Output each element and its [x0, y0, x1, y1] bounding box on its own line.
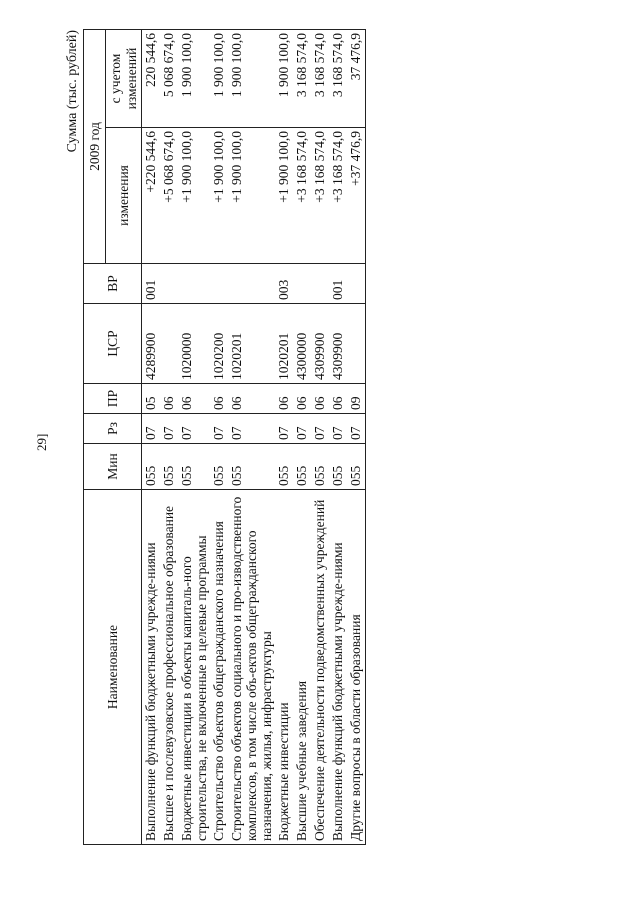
table-row — [160, 30, 178, 845]
cell-pr: 06 — [311, 384, 329, 414]
cell-min: 055 — [178, 444, 210, 490]
header-min: Мин — [84, 444, 142, 490]
cell-rz: 07 — [311, 414, 329, 444]
cell-vr — [293, 264, 311, 304]
table-row — [178, 30, 210, 845]
cell-change: +220 544,6 — [142, 128, 161, 264]
cell-total: 1 900 100,0 — [178, 30, 210, 128]
cell-min: 055 — [275, 444, 293, 490]
cell-csr: 4289900 — [142, 304, 161, 384]
cell-total: 1 900 100,0 — [210, 30, 228, 128]
cell-pr: 06 — [329, 384, 347, 414]
cell-min: 055 — [293, 444, 311, 490]
cell-rz: 07 — [329, 414, 347, 444]
cell-vr: 001 — [329, 264, 347, 304]
cell-name: Выполнение функций бюджетными учрежде-ниями — [329, 490, 347, 845]
cell-rz: 07 — [178, 414, 210, 444]
cell-min: 055 — [160, 444, 178, 490]
cell-change: +3 168 574,0 — [293, 128, 311, 264]
cell-min: 055 — [210, 444, 228, 490]
cell-change: +1 900 100,0 — [210, 128, 228, 264]
table-row — [311, 30, 329, 845]
header-csr: ЦСР — [84, 304, 142, 384]
cell-pr: 06 — [275, 384, 293, 414]
cell-rz: 07 — [210, 414, 228, 444]
cell-vr — [160, 264, 178, 304]
cell-csr: 4309900 — [329, 304, 347, 384]
page-number: 29] — [34, 433, 49, 451]
cell-min: 055 — [228, 444, 275, 490]
cell-rz: 07 — [347, 414, 366, 444]
cell-csr — [160, 304, 178, 384]
cell-min: 055 — [329, 444, 347, 490]
cell-csr: 1020200 — [210, 304, 228, 384]
table-row — [329, 30, 347, 845]
cell-change: +1 900 100,0 — [275, 128, 293, 264]
cell-vr — [347, 264, 366, 304]
table-row — [293, 30, 311, 845]
cell-total: 3 168 574,0 — [329, 30, 347, 128]
table-row — [228, 30, 275, 845]
cell-total: 1 900 100,0 — [228, 30, 275, 128]
table-caption: Сумма (тыс. рублей) — [65, 30, 80, 153]
cell-rz: 07 — [142, 414, 161, 444]
header-change: изменения — [106, 128, 142, 264]
cell-pr: 05 — [142, 384, 161, 414]
cell-csr: 4309900 — [311, 304, 329, 384]
cell-min: 055 — [311, 444, 329, 490]
header-rz: Рз — [84, 414, 142, 444]
cell-vr — [210, 264, 228, 304]
table-row — [142, 30, 161, 845]
cell-total: 5 068 674,0 — [160, 30, 178, 128]
cell-change: +1 900 100,0 — [228, 128, 275, 264]
cell-change: +1 900 100,0 — [178, 128, 210, 264]
cell-name: Другие вопросы в области образования — [347, 490, 366, 845]
header-vr: ВР — [84, 264, 142, 304]
cell-pr: 06 — [293, 384, 311, 414]
cell-pr: 06 — [178, 384, 210, 414]
cell-pr: 06 — [160, 384, 178, 414]
cell-csr: 4300000 — [293, 304, 311, 384]
cell-name: Бюджетные инвестиции в объекты капиталь-ного строительства, не включенные в целевые программы — [178, 490, 210, 845]
cell-rz: 07 — [275, 414, 293, 444]
table-row — [210, 30, 228, 845]
cell-name: Выполнение функций бюджетными учрежде-ниями — [142, 490, 161, 845]
cell-pr: 09 — [347, 384, 366, 414]
cell-name: Высшее и послевузовское профессиональное образование — [160, 490, 178, 845]
cell-name: Строительство объектов общегражданского назначения — [210, 490, 228, 845]
table-row — [275, 30, 293, 845]
cell-change: +37 476,9 — [347, 128, 366, 264]
cell-name: Бюджетные инвестиции — [275, 490, 293, 845]
cell-name: Строительство объектов социального и про-изводственного комплексов, в том числе объ-ектов общегражданского назначения, жилья, инфраструктуры — [228, 490, 275, 845]
cell-vr: 003 — [275, 264, 293, 304]
cell-vr: 001 — [142, 264, 161, 304]
cell-vr — [311, 264, 329, 304]
cell-change: +3 168 574,0 — [311, 128, 329, 264]
cell-change: +3 168 574,0 — [329, 128, 347, 264]
header-name: Наименование — [84, 490, 142, 845]
budget-table — [83, 29, 366, 845]
cell-change: +5 068 674,0 — [160, 128, 178, 264]
cell-pr: 06 — [228, 384, 275, 414]
cell-csr: 1020201 — [275, 304, 293, 384]
cell-total: 37 476,9 — [347, 30, 366, 128]
cell-rz: 07 — [228, 414, 275, 444]
cell-total: 220 544,6 — [142, 30, 161, 128]
cell-name: Высшие учебные заведения — [293, 490, 311, 845]
cell-csr: 1020201 — [228, 304, 275, 384]
cell-total: 3 168 574,0 — [293, 30, 311, 128]
cell-min: 055 — [142, 444, 161, 490]
cell-vr — [228, 264, 275, 304]
header-with-change: с учетом изменений — [106, 30, 142, 128]
cell-pr: 06 — [210, 384, 228, 414]
cell-csr: 1020000 — [178, 304, 210, 384]
header-year: 2009 год — [84, 30, 106, 264]
table-row — [347, 30, 366, 845]
cell-name: Обеспечение деятельности подведомственных учреждений — [311, 490, 329, 845]
cell-vr — [178, 264, 210, 304]
cell-csr — [347, 304, 366, 384]
rotated-table-sheet — [65, 30, 625, 845]
cell-total: 1 900 100,0 — [275, 30, 293, 128]
cell-min: 055 — [347, 444, 366, 490]
header-pr: ПР — [84, 384, 142, 414]
cell-rz: 07 — [293, 414, 311, 444]
cell-rz: 07 — [160, 414, 178, 444]
cell-total: 3 168 574,0 — [311, 30, 329, 128]
